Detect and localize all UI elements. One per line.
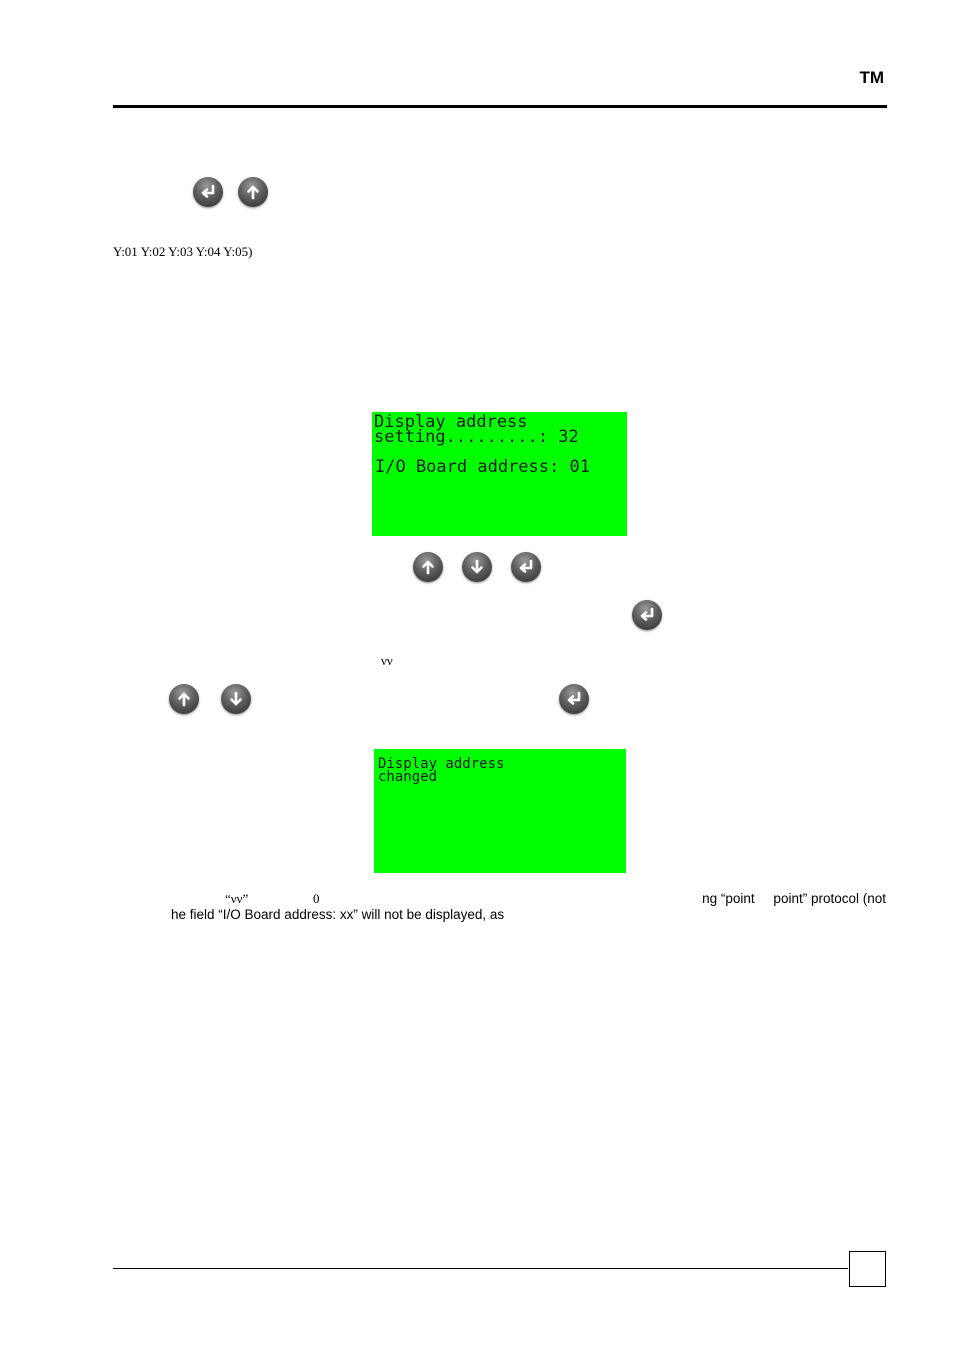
lcd-line-3: I/O Board address: 01 (375, 457, 590, 477)
arrow-up-key-icon (169, 684, 199, 714)
lcd-line-1: Display address (374, 412, 528, 432)
note-vv: “νν” (225, 891, 249, 906)
relay-output-list: Y:01 Y:02 Y:03 Y:04 Y:05) (113, 244, 253, 259)
enter-key-icon (193, 177, 223, 207)
vv-marker: νν (381, 653, 393, 668)
arrow-down-key-icon (462, 552, 492, 582)
enter-key-icon (632, 600, 662, 630)
lcd-display-address-changed (374, 749, 626, 873)
note-zero: 0 (313, 891, 320, 906)
page-number-box (849, 1251, 886, 1287)
arrow-down-key-icon (221, 684, 251, 714)
enter-key-icon (511, 552, 541, 582)
lcd-line-1: Display address (378, 756, 505, 772)
header-rule (113, 105, 887, 108)
arrow-up-key-icon (238, 177, 268, 207)
arrow-up-key-icon (413, 552, 443, 582)
trademark-mark: TM (859, 68, 884, 87)
lcd-line-2: changed (378, 769, 438, 785)
note-io-board-text: he field “I/O Board address: xx” will not be displayed, as (171, 907, 505, 922)
lcd-line-2: setting.........: 32 (374, 427, 579, 447)
note-protocol-text: ng “point point” protocol (not (702, 891, 886, 906)
footer-rule (113, 1268, 848, 1269)
lcd-display-address-setting (372, 412, 627, 536)
enter-key-icon (559, 684, 589, 714)
